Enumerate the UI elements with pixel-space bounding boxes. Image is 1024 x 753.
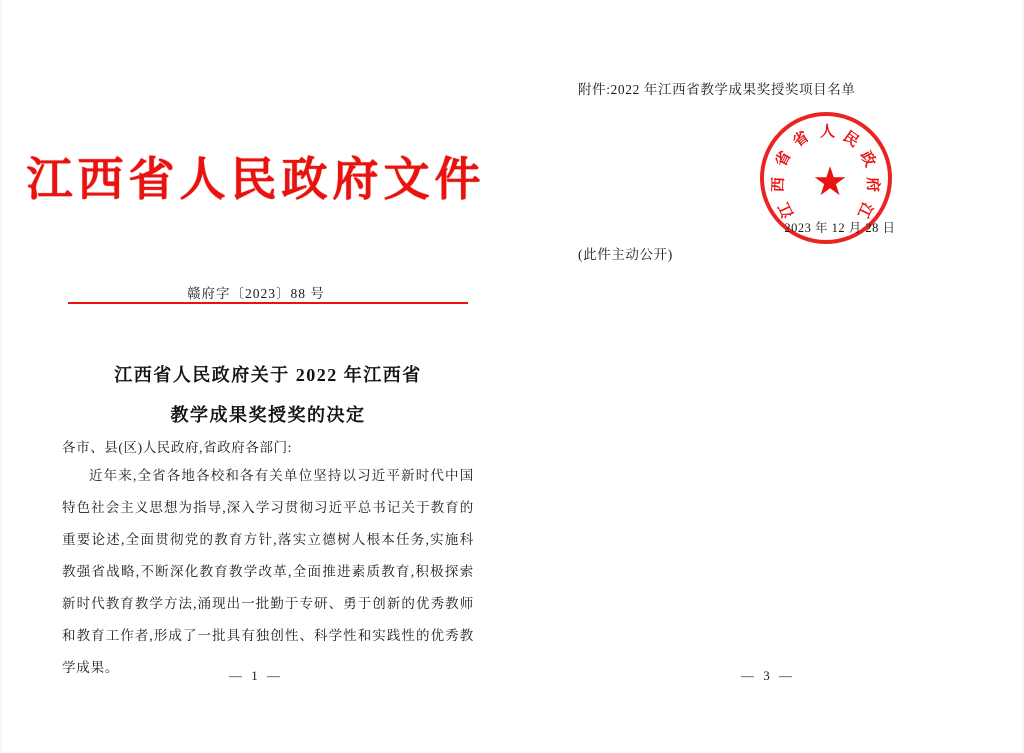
seal-char-5: 江 <box>776 199 798 221</box>
document-masthead: 江西省人民政府文件 <box>26 154 486 205</box>
public-disclosure-note: (此件主动公开) <box>578 247 673 262</box>
seal-char-0: 人 <box>820 124 836 140</box>
page-number-left: — 1 — <box>229 668 283 683</box>
page-number-right: — 3 — <box>741 668 795 683</box>
seal-char-2: 政 <box>856 148 878 170</box>
seal-char-6: 西 <box>770 176 788 193</box>
seal-char-3: 府 <box>863 176 881 193</box>
document-salutation: 各市、县(区)人民政府,省政府各部门: <box>62 440 293 455</box>
right-page <box>512 0 1024 753</box>
seal-char-4: 江 <box>853 199 875 221</box>
seal-char-1: 民 <box>839 128 862 151</box>
page-title-line-2: 教学成果奖授奖的决定 <box>170 405 366 425</box>
attachment-line: 附件:2022 年江西省教学成果奖授奖项目名单 <box>578 82 856 97</box>
page-title <box>68 355 468 435</box>
seal-date: 2023 年 12 月 28 日 <box>784 221 896 235</box>
star-emblem-icon: ★ <box>812 159 848 204</box>
seal-char-7: 省 <box>773 148 795 170</box>
page-title-line-1: 江西省人民政府关于 2022 年江西省 <box>114 365 422 385</box>
seal-char-8: 省 <box>790 128 813 151</box>
document-body-paragraph: 近年来,全省各地各校和各有关单位坚持以习近平新时代中国特色社会主义思想为指导,深入学习贯彻习近平总书记关于教育的重要论述,全面贯彻党的教育方针,落实立德树人根本任务,实施科教强省战略,不断深化教育教学改革,全面推进素质教育,积极探索新时代教育教学方法,涌现出一批勤于专研、勇于创新的优秀教师和教育工作者,形成了一批具有独创性、科学性和实践性的优秀教学成果。 <box>62 468 474 675</box>
document-number: 赣府字〔2023〕88 号 <box>187 286 325 301</box>
red-divider-rule <box>68 302 468 304</box>
